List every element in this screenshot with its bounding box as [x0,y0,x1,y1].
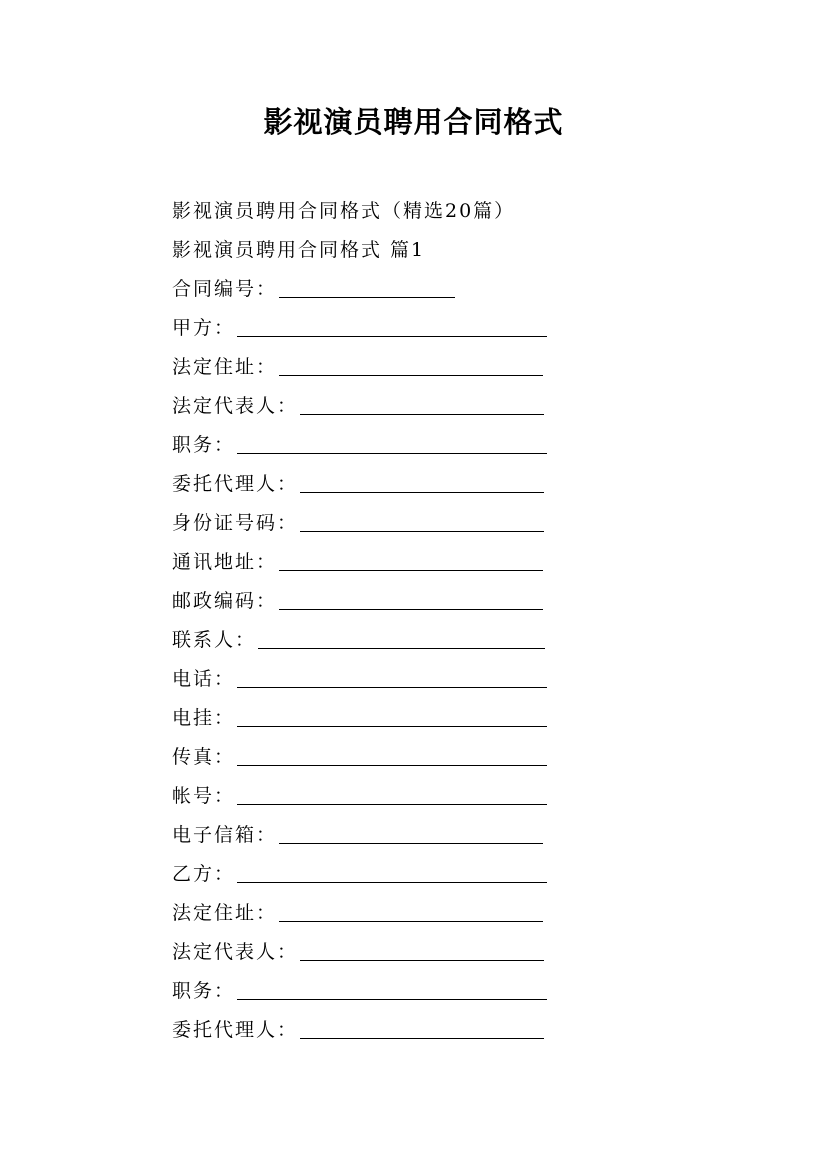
intro-line-1: 影视演员聘用合同格式（精选20篇） [172,200,516,222]
field-row-agent-a [172,465,592,504]
field-blank [279,585,543,610]
field-row-party-a [172,309,592,348]
field-label: 电挂： [172,707,236,729]
field-blank [258,624,545,649]
field-label: 职务： [172,434,236,456]
field-row-position-a [172,426,592,465]
field-label: 合同编号： [172,278,278,300]
field-row-legal-address-a [172,348,592,387]
field-blank [237,741,547,766]
field-blank [279,273,455,298]
intro-line-2: 影视演员聘用合同格式 篇1 [172,239,426,261]
field-blank [279,351,543,376]
field-label: 职务： [172,980,236,1002]
field-label: 联系人： [172,629,257,651]
field-label: 法定代表人： [172,941,299,963]
field-label: 电子信箱： [172,824,278,846]
field-blank [237,312,547,337]
field-blank [279,546,543,571]
field-label: 邮政编码： [172,590,278,612]
field-row-id-number [172,504,592,543]
field-blank [300,507,544,532]
field-label: 传真： [172,746,236,768]
field-label: 身份证号码： [172,512,299,534]
field-label: 法定代表人： [172,395,299,417]
field-row-position-b [172,972,592,1011]
field-blank [237,780,547,805]
field-label: 法定住址： [172,356,278,378]
field-row-legal-rep-b [172,933,592,972]
field-label: 帐号： [172,785,236,807]
field-label: 电话： [172,668,236,690]
field-row-contact-person [172,621,592,660]
document-title: 影视演员聘用合同格式 [263,105,564,139]
field-row-account [172,777,592,816]
field-row-telegram [172,699,592,738]
field-row-email [172,816,592,855]
field-label: 委托代理人： [172,473,299,495]
field-label: 甲方： [172,317,236,339]
field-blank [300,936,544,961]
field-blank [279,819,543,844]
field-blank [300,390,544,415]
field-label: 乙方： [172,863,236,885]
field-blank [300,1014,544,1039]
field-row-legal-address-b [172,894,592,933]
field-row-party-b [172,855,592,894]
field-row-fax [172,738,592,777]
field-blank [237,663,547,688]
field-row-agent-b [172,1011,592,1050]
field-blank [237,858,547,883]
field-label: 法定住址： [172,902,278,924]
field-label: 通讯地址： [172,551,278,573]
document-body [172,192,592,1050]
field-blank [279,897,543,922]
field-label: 委托代理人： [172,1019,299,1041]
field-row-legal-rep-a [172,387,592,426]
field-blank [237,975,547,1000]
field-row-contract-number [172,270,592,309]
field-blank [237,702,547,727]
field-row-phone [172,660,592,699]
field-row-mailing-address [172,543,592,582]
field-blank [300,468,544,493]
field-blank [237,429,547,454]
field-row-postal-code [172,582,592,621]
